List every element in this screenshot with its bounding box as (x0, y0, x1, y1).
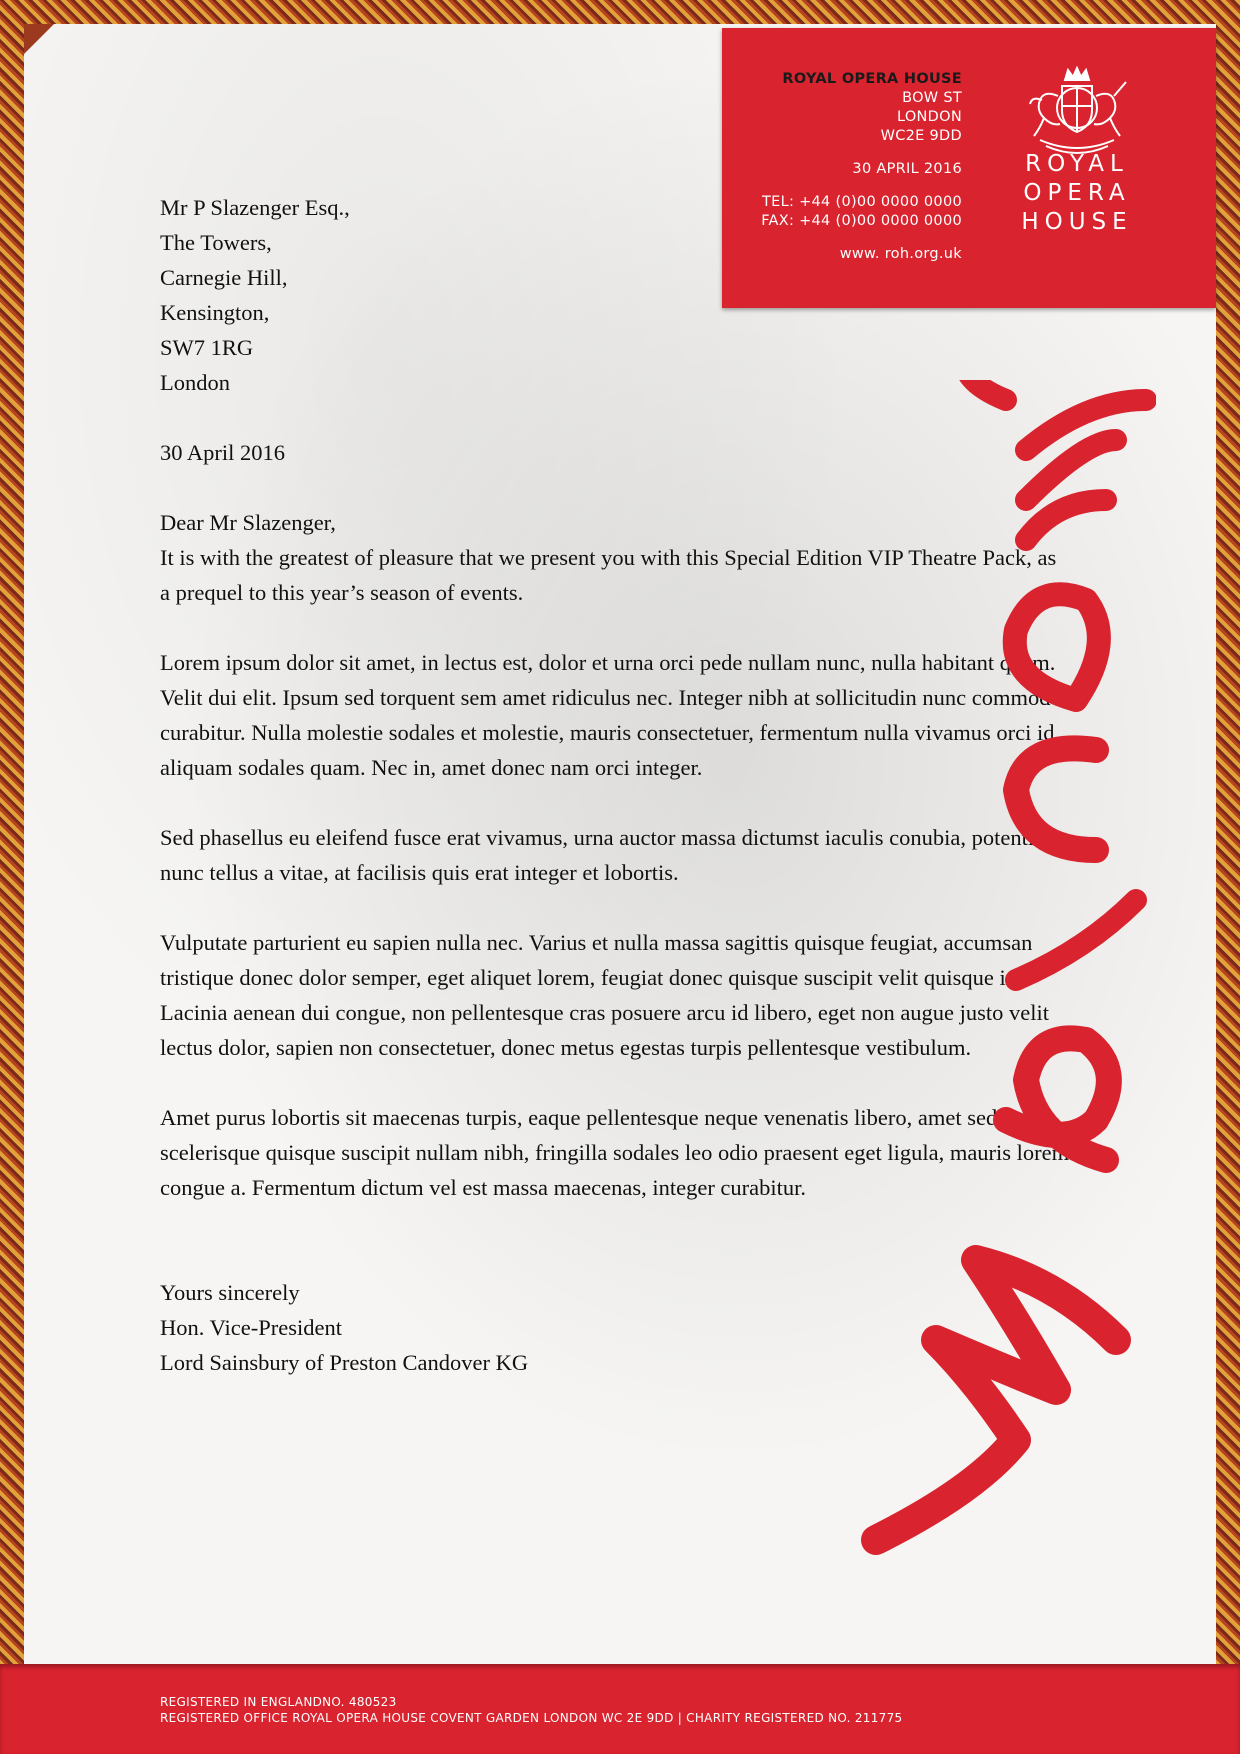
paragraph: It is with the greatest of pleasure that we present you with this Special Edition VIP Theatre Pack, as a prequel to this year’s season of events. (160, 545, 1057, 605)
telephone: TEL: +44 (0)00 0000 0000 (761, 194, 962, 210)
footer-line: REGISTERED IN ENGLANDNO. 480523 (160, 1695, 397, 1709)
website: www. roh.org.uk (839, 246, 962, 262)
footer-registration (160, 1694, 902, 1726)
recipient-line: Carnegie Hill, (160, 265, 288, 290)
address-line: LONDON (896, 109, 962, 125)
signer-name: Lord Sainsbury of Preston Candover KG (160, 1350, 529, 1375)
org-name: ROYAL OPERA HOUSE (782, 71, 962, 87)
paragraph: Lorem ipsum dolor sit amet, in lectus est, dolor et urna orci pede nullam nunc, nulla habitant quam. Velit dui elit. Ipsum sed torquent sem amet ridiculus nec. Integer nibh at sollicitudin nunc commodo curabitur. Nulla molestie sodales et molestie, mauris consectetuer, fermentum nulla vivamus orci id, aliquam sodales quam. Nec in, amet donec nam orci integer. (160, 650, 1062, 780)
recipient-line: Mr P Slazenger Esq., (160, 195, 350, 220)
closing: Yours sincerely (160, 1280, 300, 1305)
footer-line: REGISTERED OFFICE ROYAL OPERA HOUSE COVENT GARDEN LONDON WC 2E 9DD | CHARITY REGISTERED NO. 211775 (160, 1711, 903, 1725)
letter-footer (0, 1664, 1240, 1754)
paper-corner-fold (24, 24, 54, 54)
logo-line: ROYAL (1025, 151, 1129, 177)
welcome-brush-lettering (856, 380, 1156, 1560)
address-line: BOW ST (902, 90, 962, 106)
recipient-line: Kensington, (160, 300, 270, 325)
logo-line: OPERA (1023, 180, 1131, 206)
royal-crest-icon (1018, 66, 1136, 158)
recipient-line: SW7 1RG (160, 335, 254, 360)
signer-title: Hon. Vice-President (160, 1315, 342, 1340)
recipient-line: London (160, 370, 230, 395)
letter-date: 30 April 2016 (160, 440, 286, 465)
fax: FAX: +44 (0)00 0000 0000 (761, 213, 962, 229)
recipient-address (160, 190, 1070, 400)
paragraph: Amet purus lobortis sit maecenas turpis, eaque pellentesque neque venenatis libero, amet sed scelerisque quisque suscipit nullam nibh, fringilla sodales leo odio praesent eget ligula, mauris lorem congue a. Fermentum dictum vel est massa maecenas, integer curabitur. (160, 1105, 1070, 1200)
address-line: WC2E 9DD (880, 128, 962, 144)
logo-line: HOUSE (1021, 209, 1133, 235)
paragraph: Sed phasellus eu eleifend fusce erat vivamus, urna auctor massa dictumst iaculis conubia, potenti nunc tellus a vitae, at facilisis quis erat integer et lobortis. (160, 825, 1035, 885)
recipient-line: The Towers, (160, 230, 272, 255)
paragraph: Vulputate parturient eu sapien nulla nec. Varius et nulla massa sagittis quisque feugiat, accumsan tristique donec dolor semper, eget aliquet lorem, feugiat donec quisque suscipit velit quisque in. Lacinia aenean dui congue, non pellentesque cras posuere arcu id libero, eget non augue justo velit lectus dolor, sapien non consectetuer, donec metus egestas turpis pellentesque vestibulum. (160, 930, 1050, 1060)
header-date: 30 APRIL 2016 (852, 161, 962, 177)
salutation: Dear Mr Slazenger, (160, 510, 336, 535)
